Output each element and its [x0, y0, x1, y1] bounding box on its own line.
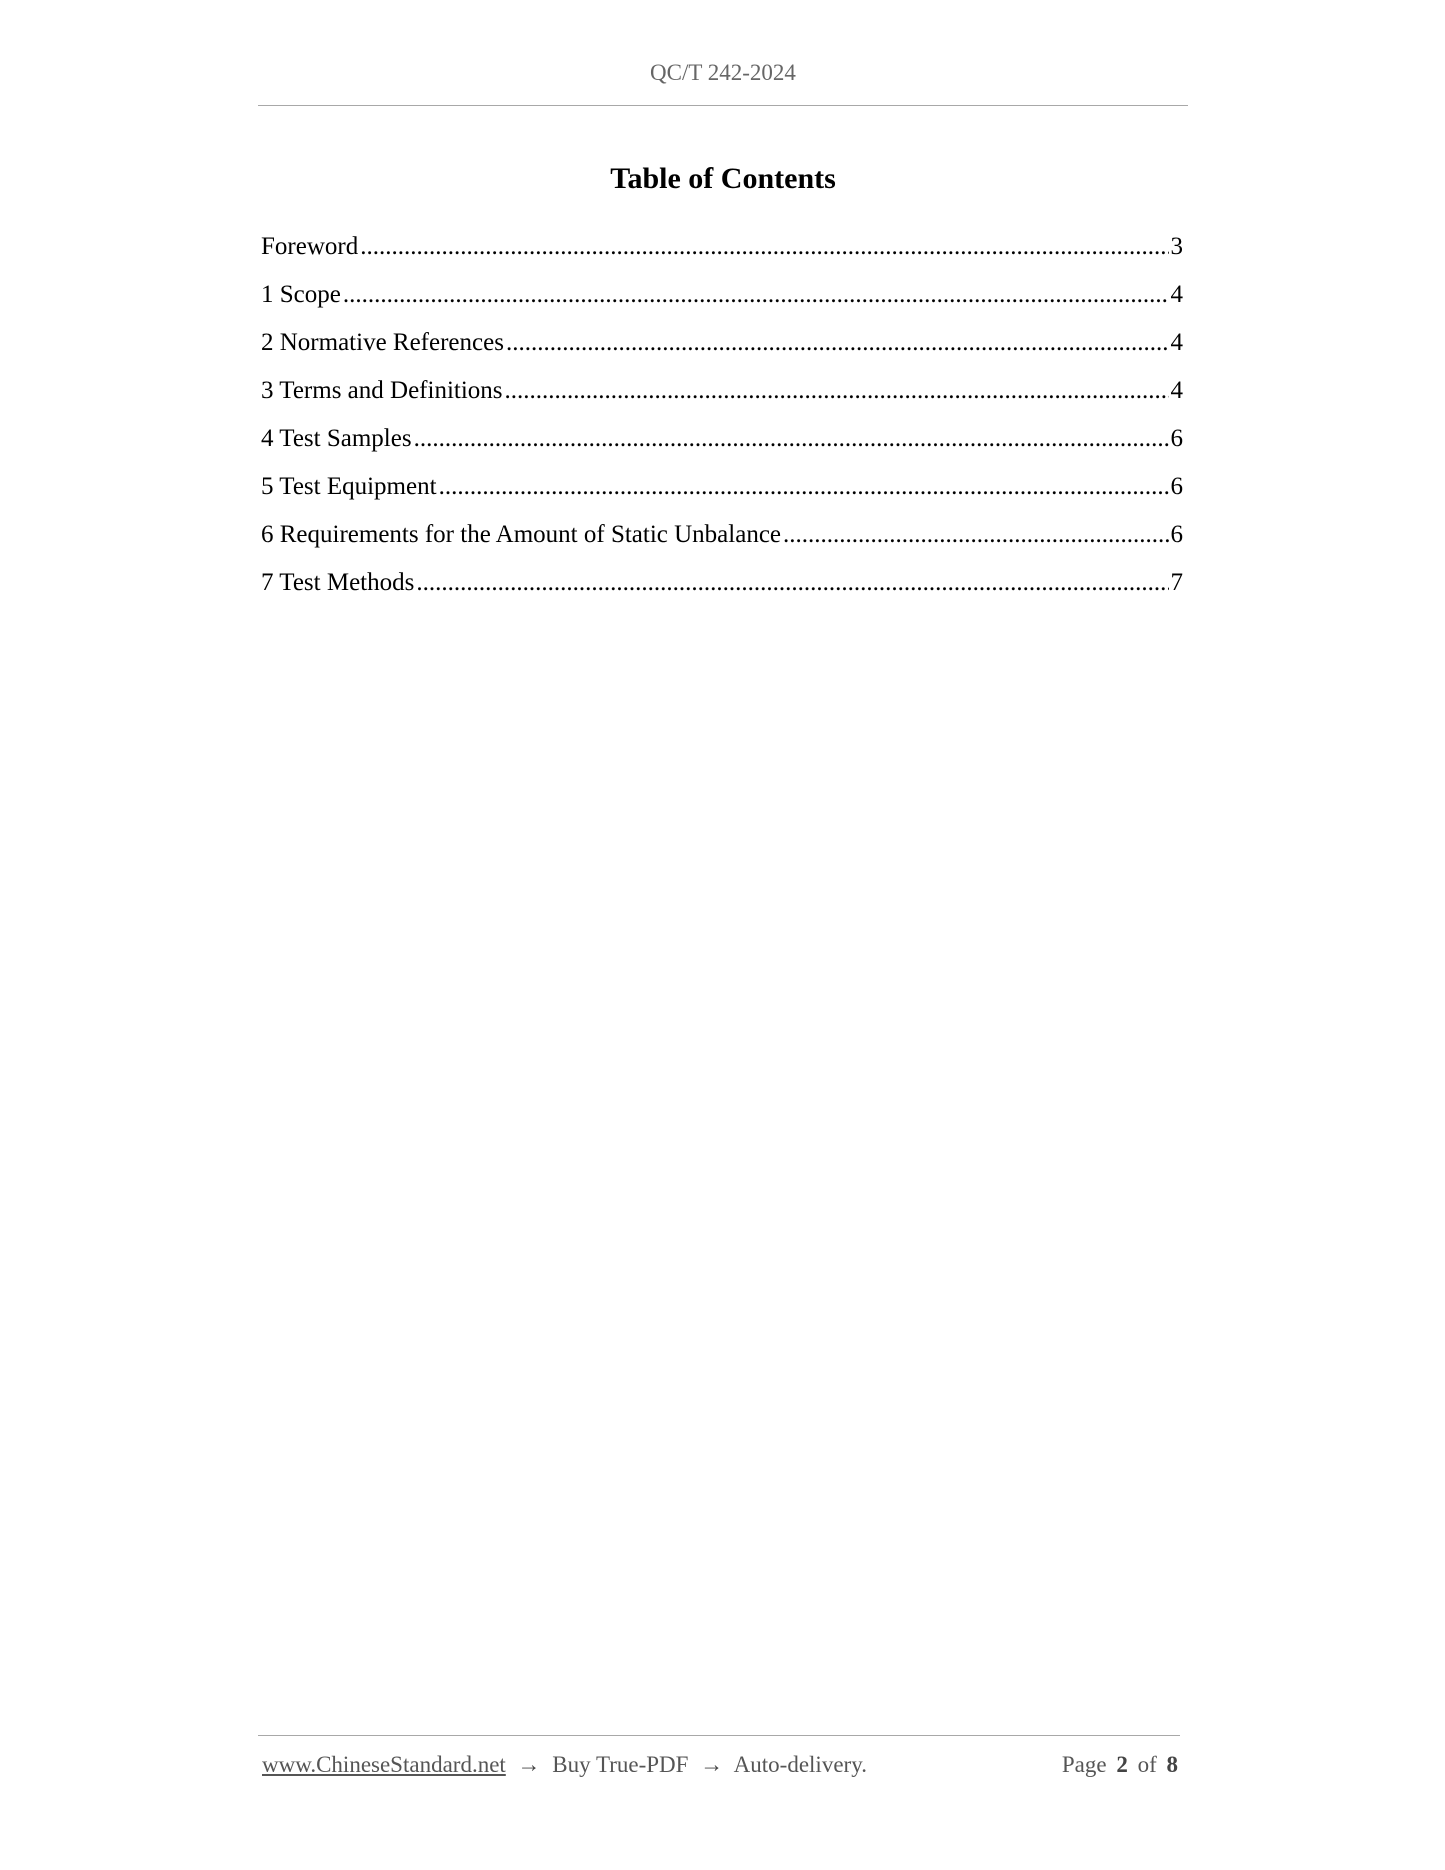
- toc-entry-page: 6: [1170, 521, 1183, 548]
- toc-entry-label: 3 Terms and Definitions: [261, 377, 503, 404]
- toc-dot-leader: [360, 227, 1168, 267]
- toc-entry-page: 7: [1170, 569, 1183, 596]
- toc-entry-page: 4: [1170, 377, 1183, 404]
- page-footer: [262, 1752, 1178, 1778]
- arrow-right-icon: →: [517, 1752, 541, 1777]
- header-divider: [258, 105, 1188, 106]
- toc-entry-test-methods[interactable]: [261, 563, 1183, 611]
- toc-entry-page: 6: [1170, 425, 1183, 452]
- footer-divider: [258, 1735, 1180, 1736]
- page-number: [1058, 1752, 1178, 1778]
- toc-entry-foreword[interactable]: [261, 227, 1183, 275]
- toc-entry-label: 4 Test Samples: [261, 425, 412, 452]
- footer-promo: [262, 1752, 867, 1778]
- site-link[interactable]: www.ChineseStandard.net: [262, 1752, 506, 1777]
- of-word: of: [1137, 1752, 1157, 1777]
- toc-entry-scope[interactable]: [261, 275, 1183, 323]
- toc-dot-leader: [414, 419, 1169, 459]
- toc-dot-leader: [343, 275, 1169, 315]
- toc-entry-test-samples[interactable]: [261, 419, 1183, 467]
- page-current: 2: [1116, 1752, 1128, 1777]
- running-header: QC/T 242-2024: [650, 60, 796, 85]
- toc-entry-label: 7 Test Methods: [261, 569, 415, 596]
- toc-entry-static-unbalance-requirements[interactable]: [261, 515, 1183, 563]
- toc-entry-test-equipment[interactable]: [261, 467, 1183, 515]
- toc-dot-leader: [783, 515, 1168, 555]
- toc-entry-normative-references[interactable]: [261, 323, 1183, 371]
- footer-step-buy: Buy True-PDF: [552, 1752, 689, 1777]
- page-total: 8: [1166, 1752, 1178, 1777]
- arrow-right-icon: →: [700, 1752, 724, 1777]
- footer-step-delivery: Auto-delivery.: [733, 1752, 867, 1777]
- toc-entry-page: 3: [1170, 233, 1183, 260]
- toc-dot-leader: [506, 323, 1169, 363]
- toc-entry-page: 4: [1170, 329, 1183, 356]
- toc-dot-leader: [505, 371, 1169, 411]
- toc-entry-label: 6 Requirements for the Amount of Static Unbalance: [261, 521, 782, 548]
- toc-entry-page: 6: [1170, 473, 1183, 500]
- toc-entry-label: 5 Test Equipment: [261, 473, 437, 500]
- page-word: Page: [1061, 1752, 1107, 1777]
- toc-entry-label: 1 Scope: [261, 281, 341, 308]
- toc-entry-label: 2 Normative References: [261, 329, 504, 356]
- toc-dot-leader: [416, 563, 1168, 603]
- toc-entry-terms-and-definitions[interactable]: [261, 371, 1183, 419]
- toc-list: [261, 227, 1183, 611]
- toc-entry-label: Foreword: [261, 233, 359, 260]
- toc-entry-page: 4: [1170, 281, 1183, 308]
- toc-dot-leader: [439, 467, 1169, 507]
- toc-title: Table of Contents: [610, 162, 836, 195]
